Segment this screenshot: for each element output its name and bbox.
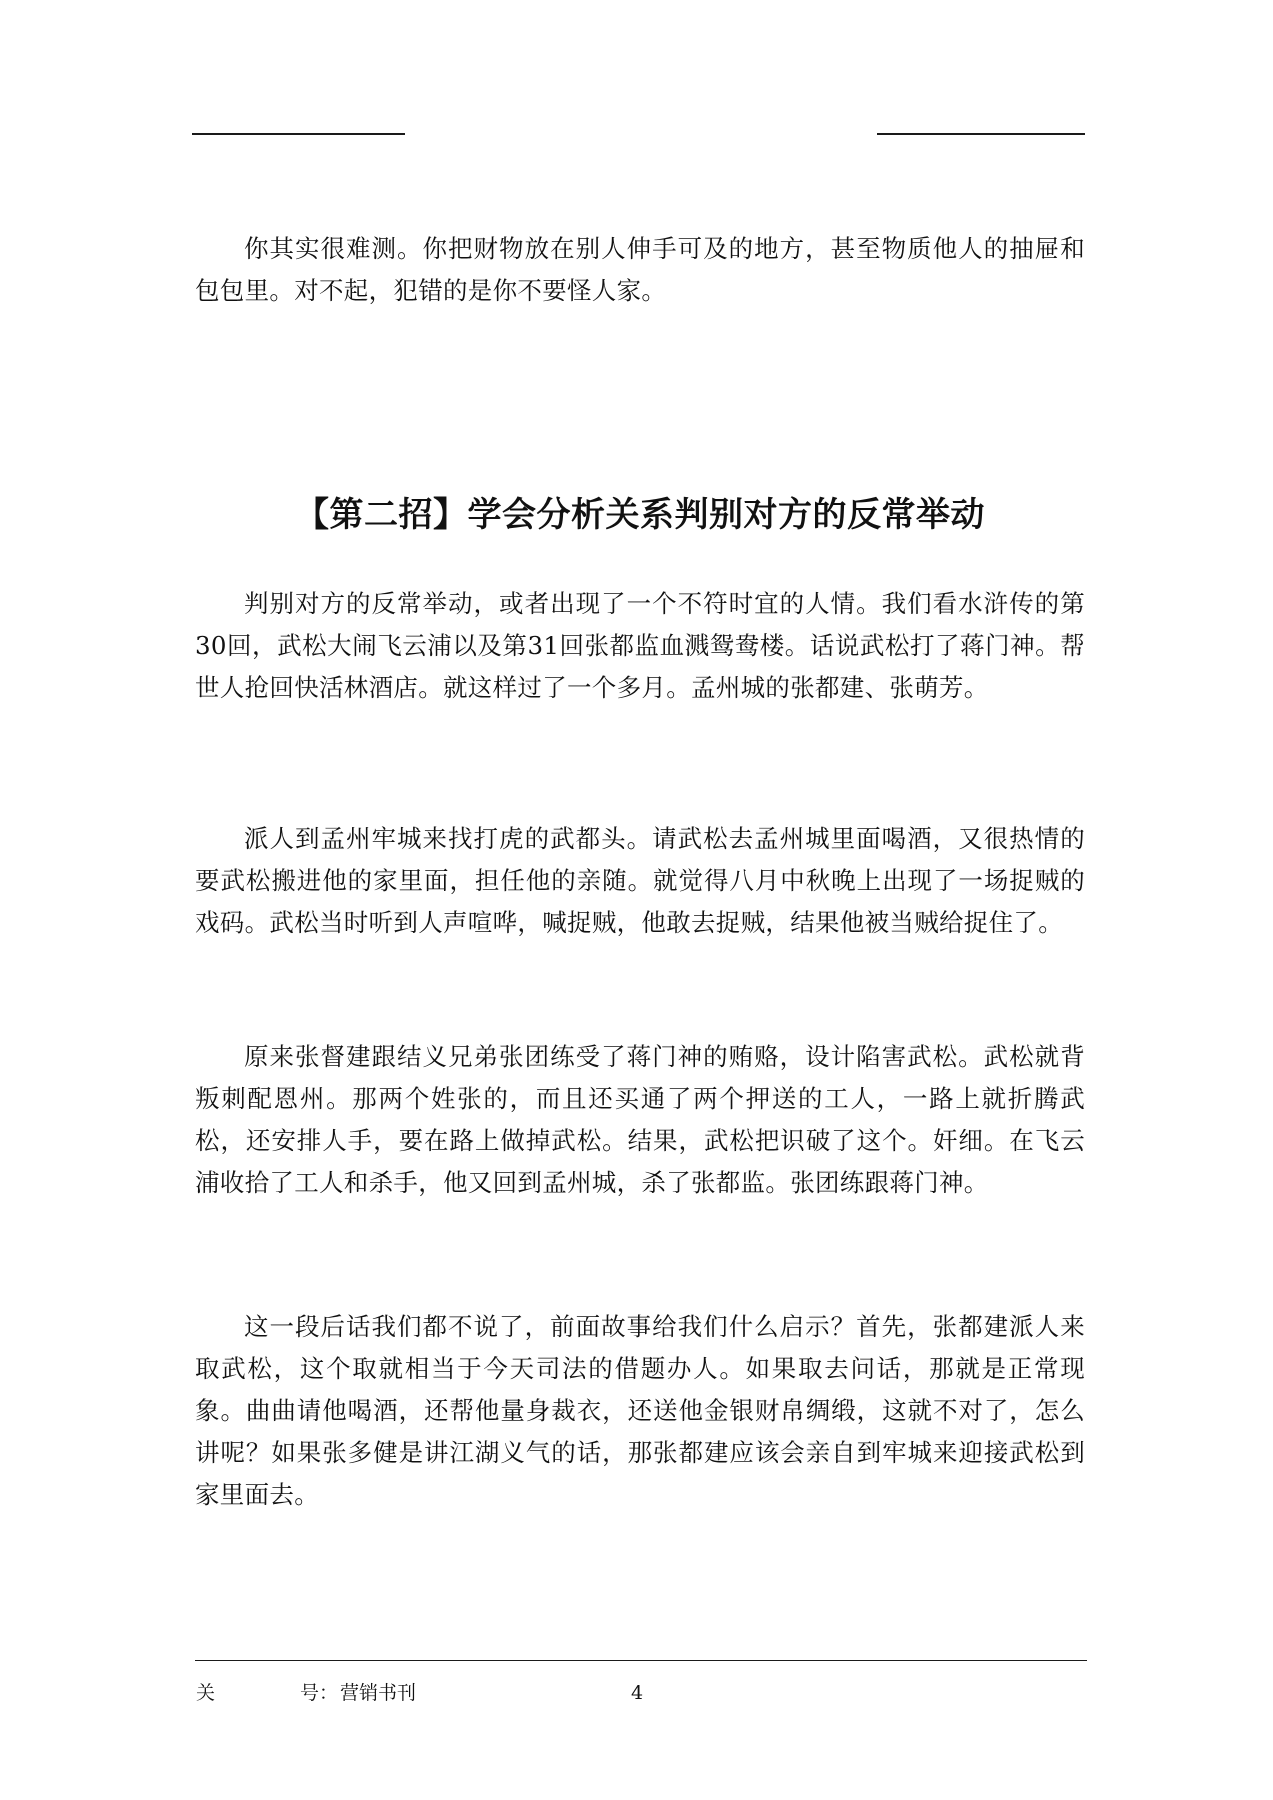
paragraph-4: 原来张督建跟结义兄弟张团练受了蒋门神的贿赂，设计陷害武松。武松就背叛刺配恩州。那两个姓张的，而且还买通了两个押送的工人，一路上就折腾武松，还安排人手，要在路上做掉武松。结果，武松把识破了这个。奸细。在飞云浦收拾了工人和杀手，他又回到孟州城，杀了张都监。张团练跟蒋门神。 — [195, 1042, 1085, 1197]
header-rule-left — [192, 133, 405, 135]
section-heading: 【第二招】学会分析关系判别对方的反常举动 — [295, 495, 985, 535]
header-rule-right — [877, 133, 1085, 135]
paragraph-3: 派人到孟州牢城来找打虎的武都头。请武松去孟州城里面喝酒，又很热情的要武松搬进他的家里面，担任他的亲随。就觉得八月中秋晚上出现了一场捉贼的戏码。武松当时听到人声喧哗，喊捉贼，他敢去捉贼，结果他被当贼给捉住了。 — [195, 824, 1085, 937]
footer-label-part2: 号： — [300, 1682, 339, 1704]
paragraph-2: 判别对方的反常举动，或者出现了一个不符时宜的人情。我们看水浒传的第30回，武松大闹飞云浦以及第31回张都监血溅鸳鸯楼。话说武松打了蒋门神。帮世人抢回快活林酒店。就这样过了一个多月。孟州城的张都建、张萌芳。 — [195, 589, 1085, 702]
footer-rule — [195, 1660, 1087, 1661]
footer-publication-name: 营销书刊 — [340, 1682, 417, 1704]
paragraph-5: 这一段后话我们都不说了，前面故事给我们什么启示？首先，张都建派人来取武松，这个取就相当于今天司法的借题办人。如果取去问话，那就是正常现象。曲曲请他喝酒，还帮他量身裁衣，还送他金银财帛绸缎，这就不对了，怎么讲呢？如果张多健是讲江湖义气的话，那张都建应该会亲自到牢城来迎接武松到家里面去。 — [195, 1312, 1085, 1509]
paragraph-1: 你其实很难测。你把财物放在别人伸手可及的地方，甚至物质他人的抽屉和包包里。对不起，犯错的是你不要怪人家。 — [195, 234, 1085, 305]
footer-label-part1: 关 — [196, 1682, 216, 1704]
page-number: 4 — [631, 1682, 644, 1704]
